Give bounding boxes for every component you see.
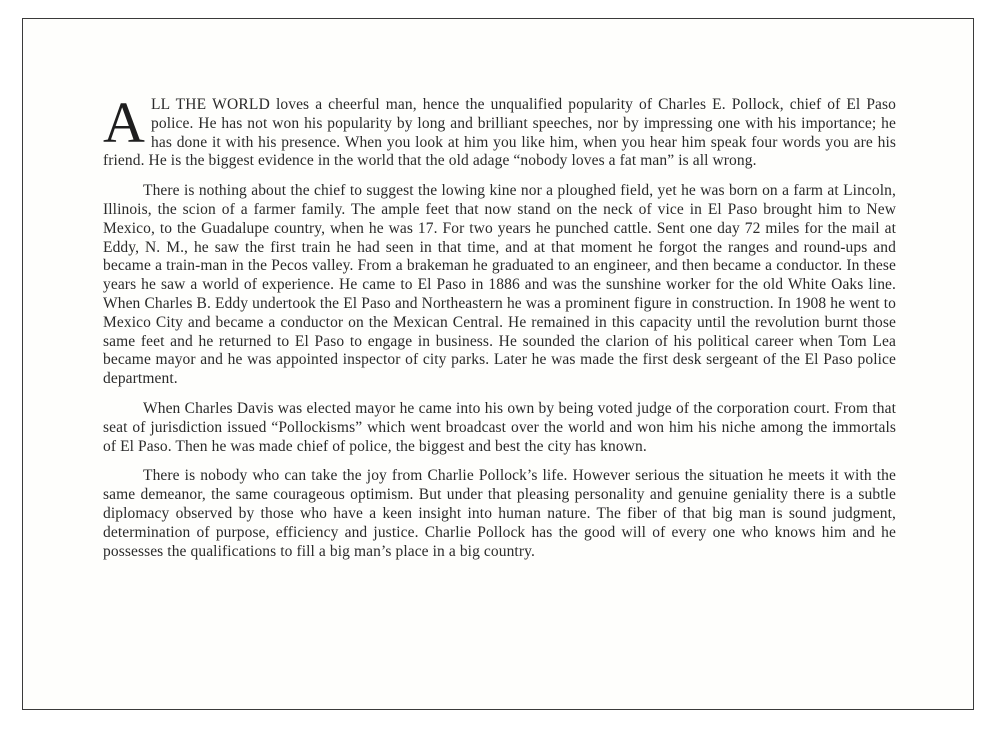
paragraph-4: There is nobody who can take the joy from Charlie Pollock’s life. However serious the situation he meets it with the same demeanor, the same courageous optimism. But under that pleasing personality and genuine geniality there is a subtle diplomacy observed by those who have a keen insight into human nature. The fiber of that big man is sound judgment, determination of purpose, efficiency and justice. Charlie Pollock has the good will of every one who knows him and he possesses the qualifications to fill a big man’s place in a big country.: [103, 467, 896, 560]
drop-cap: A: [103, 90, 145, 155]
lead-caps: LL THE WORLD: [151, 96, 270, 113]
paragraph-1-text: loves a cheerful man, hence the unqualified popularity of Charles E. Pollock, chief of El Paso police. He has not won his popularity by long and brilliant speeches, nor by impressing one with his importance; he has done it with his presence. When you look at him you like him, when you hear him speak four words you are his friend. He is the biggest evidence in the world that the old adage “nobody loves a fat man” is all wrong.: [103, 96, 897, 170]
article-body: [103, 90, 897, 572]
paragraph-2: There is nothing about the chief to suggest the lowing kine nor a ploughed field, yet he was born on a farm at Lincoln, Illinois, the scion of a farmer family. The ample feet that now stand on the neck of vice in El Paso brought him to New Mexico, to the Guadalupe country, when he was 17. For two years he punched cattle. Sent one day 72 miles for the mail at Eddy, N. M., he saw the first train he had seen in that time, and at that moment he forgot the ranges and round-ups and became a train-man in the Pecos valley. From a brakeman he graduated to an engineer, and then became a conductor. In these years he saw a world of experience. He came to El Paso in 1886 and was the sunshine worker for the old White Oaks line. When Charles B. Eddy undertook the El Paso and Northeastern he was a prominent figure in construction. In 1908 he went to Mexico City and became a conductor on the Mexican Central. He remained in this capacity until the revolution burnt those same feet and he returned to El Paso to engage in business. He sounded the clarion of his political career when Tom Lea became mayor and he was appointed inspector of city parks. Later he was made the first desk sergeant of the El Paso police department.: [103, 182, 896, 388]
paragraph-1: [103, 90, 897, 171]
paragraph-3: When Charles Davis was elected mayor he came into his own by being voted judge of the corporation court. From that seat of jurisdiction issued “Pollockisms” which went broadcast over the world and won him his niche among the immortals of El Paso. Then he was made chief of police, the biggest and best the city has known.: [103, 399, 896, 455]
